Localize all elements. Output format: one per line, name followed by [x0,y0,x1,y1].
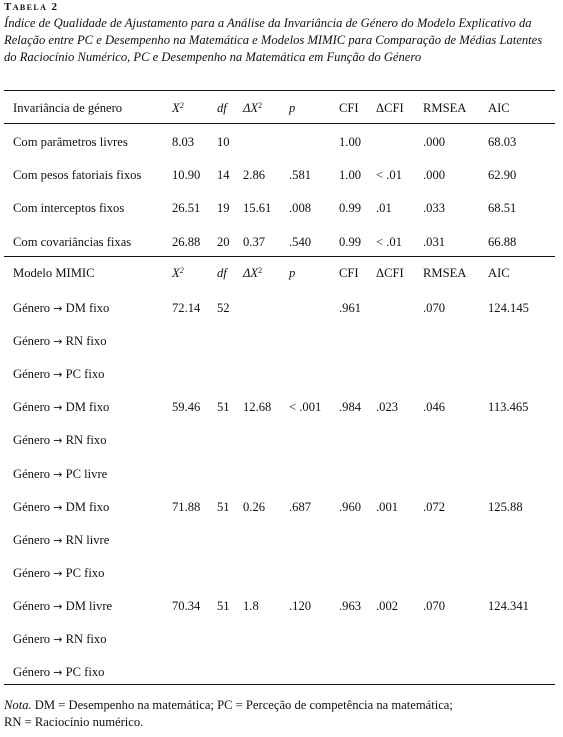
row-label [13,298,109,319]
path-source: Género [13,566,51,580]
table-row [0,430,563,450]
header-chi-square: $X^2$ [172,266,184,280]
arrow-right-icon: → [53,567,63,580]
rmsea-value: .072 [423,500,446,514]
df-value: 20 [217,235,230,249]
aic-value: 124.145 [488,301,529,315]
path-source: Género [13,467,51,481]
header-rmsea: RMSEA [423,266,467,280]
path-target: RN fixo [65,632,107,646]
path-source: Género [13,367,51,381]
table-row [0,298,563,318]
delta-chi-square-value: 1.8 [243,599,259,613]
header-aic: AIC [488,101,510,115]
table-row [0,464,563,484]
p-value: .581 [289,168,312,182]
header-aic: AIC [488,266,510,280]
section2-header-row [0,263,563,283]
delta-chi-square-value: 12.68 [243,400,272,414]
section-divider-rule [4,256,555,257]
cfi-value: 0.99 [339,201,362,215]
header-delta-chi-square: $\Delta X^2$ [243,266,263,280]
header-delta-cfi: ΔCFI [376,101,404,115]
table-row [0,596,563,616]
arrow-right-icon: → [53,401,63,414]
rmsea-value: .070 [423,599,446,613]
path-target: PC fixo [65,566,105,580]
table-row [0,331,563,351]
table-note [4,697,560,731]
table-row [0,364,563,384]
row-label [13,430,107,451]
chi-square-value: 71.88 [172,500,201,514]
chi-square-value: 26.51 [172,201,201,215]
path-target: DM fixo [65,301,110,315]
table-bottom-rule [4,684,555,685]
df-value: 51 [217,400,230,414]
header-chi-square: $X^2$ [172,101,184,115]
aic-value: 66.88 [488,235,517,249]
table-row [0,232,563,252]
chi-square-value: 59.46 [172,400,201,414]
arrow-right-icon: → [53,468,63,481]
cfi-value: .960 [339,500,362,514]
rmsea-value: .070 [423,301,446,315]
chi-square-value: 10.90 [172,168,201,182]
path-source: Género [13,400,51,414]
row-label: Com interceptos fixos [13,201,125,215]
arrow-right-icon: → [53,368,63,381]
p-value: < .001 [289,400,322,414]
arrow-right-icon: → [53,501,63,514]
cfi-value: 1.00 [339,135,362,149]
rmsea-value: .031 [423,235,446,249]
path-source: Género [13,665,51,679]
aic-value: 113.465 [488,400,529,414]
table-top-rule [4,90,555,91]
section1-header-row [0,98,563,118]
p-value: .687 [289,500,312,514]
row-label [13,497,109,518]
delta-cfi-value: .023 [376,400,399,414]
df-value: 51 [217,500,230,514]
table-row [0,629,563,649]
rmsea-value: .000 [423,135,446,149]
rmsea-value: .000 [423,168,446,182]
row-label [13,464,107,485]
path-source: Género [13,433,51,447]
cfi-value: 0.99 [339,235,362,249]
aic-value: 68.51 [488,201,517,215]
delta-chi-square-value: 15.61 [243,201,272,215]
row-label: Com covariâncias fixas [13,235,132,249]
path-target: RN livre [65,533,110,547]
header-p: p [289,101,296,115]
table-row [0,497,563,517]
note-label: Nota. [4,698,32,712]
path-target: PC fixo [65,367,105,381]
delta-cfi-value: < .01 [376,235,402,249]
chi-square-value: 26.88 [172,235,201,249]
df-value: 52 [217,301,230,315]
row-label [13,596,112,617]
path-source: Género [13,632,51,646]
path-target: RN fixo [65,433,107,447]
delta-cfi-value: < .01 [376,168,402,182]
table-number-label: Tabela 2 [4,1,59,13]
delta-cfi-value: .01 [376,201,392,215]
note-text-line1: DM = Desempenho na matemática; PC = Perceção de competência na matemática; [31,698,453,712]
table-row [0,198,563,218]
table-row [0,662,563,682]
table-row [0,530,563,550]
arrow-right-icon: → [53,534,63,547]
caption-line: Relação entre PC e Desempenho na Matemática e Modelos MIMIC para Comparação de Médias Latentes [4,33,543,47]
header-delta-chi-square: $\Delta X^2$ [243,101,263,115]
arrow-right-icon: → [53,335,63,348]
path-target: PC fixo [65,665,105,679]
chi-square-value: 70.34 [172,599,201,613]
rmsea-value: .033 [423,201,446,215]
aic-value: 62.90 [488,168,517,182]
delta-cfi-value: .001 [376,500,399,514]
arrow-right-icon: → [53,302,63,315]
table-row [0,563,563,583]
delta-chi-square-value: 2.86 [243,168,266,182]
table-row [0,397,563,417]
path-source: Género [13,301,51,315]
arrow-right-icon: → [53,666,63,679]
row-label [13,397,109,418]
caption-line: do Raciocínio Numérico, PC e Desempenho na Matemática em Função do Género [4,50,422,64]
row-label [13,563,104,584]
arrow-right-icon: → [53,600,63,613]
header-df: df [217,101,227,115]
p-value: .540 [289,235,312,249]
path-source: Género [13,533,51,547]
p-value: .008 [289,201,312,215]
header-p: p [289,266,296,280]
note-text-line2: RN = Raciocínio numérico. [4,715,144,729]
row-label: Com parâmetros livres [13,135,128,149]
df-value: 51 [217,599,230,613]
header-cfi: CFI [339,101,359,115]
chi-square-value: 72.14 [172,301,201,315]
df-value: 19 [217,201,230,215]
delta-chi-square-value: 0.26 [243,500,266,514]
rmsea-value: .046 [423,400,446,414]
path-source: Género [13,334,51,348]
aic-value: 125.88 [488,500,523,514]
row-label: Com pesos fatoriais fixos [13,168,142,182]
cfi-value: 1.00 [339,168,362,182]
header-delta-cfi: ΔCFI [376,266,404,280]
cfi-value: .984 [339,400,362,414]
path-target: DM fixo [65,400,110,414]
table-row [0,132,563,152]
p-value: .120 [289,599,312,613]
header-cfi: CFI [339,266,359,280]
table-caption [4,15,560,66]
path-target: PC livre [65,467,108,481]
row-label [13,662,104,683]
aic-value: 124.341 [488,599,529,613]
path-target: RN fixo [65,334,107,348]
caption-line: Índice de Qualidade de Ajustamento para a Análise da Invariância de Género do Modelo Explicativo da [4,16,532,30]
row-label [13,364,104,385]
delta-chi-square-value: 0.37 [243,235,266,249]
header-invariance: Invariância de género [13,101,123,115]
delta-cfi-value: .002 [376,599,399,613]
df-value: 14 [217,168,230,182]
header-rmsea: RMSEA [423,101,467,115]
df-value: 10 [217,135,230,149]
aic-value: 68.03 [488,135,517,149]
chi-square-value: 8.03 [172,135,195,149]
arrow-right-icon: → [53,434,63,447]
header-model-mimic: Modelo MIMIC [13,266,95,280]
section1-header-rule [4,123,555,124]
path-source: Género [13,599,51,613]
row-label [13,331,107,352]
path-target: DM livre [65,599,113,613]
row-label [13,530,109,551]
path-source: Género [13,500,51,514]
cfi-value: .961 [339,301,362,315]
header-df: df [217,266,227,280]
arrow-right-icon: → [53,633,63,646]
table-row [0,165,563,185]
row-label [13,629,107,650]
path-target: DM fixo [65,500,110,514]
cfi-value: .963 [339,599,362,613]
